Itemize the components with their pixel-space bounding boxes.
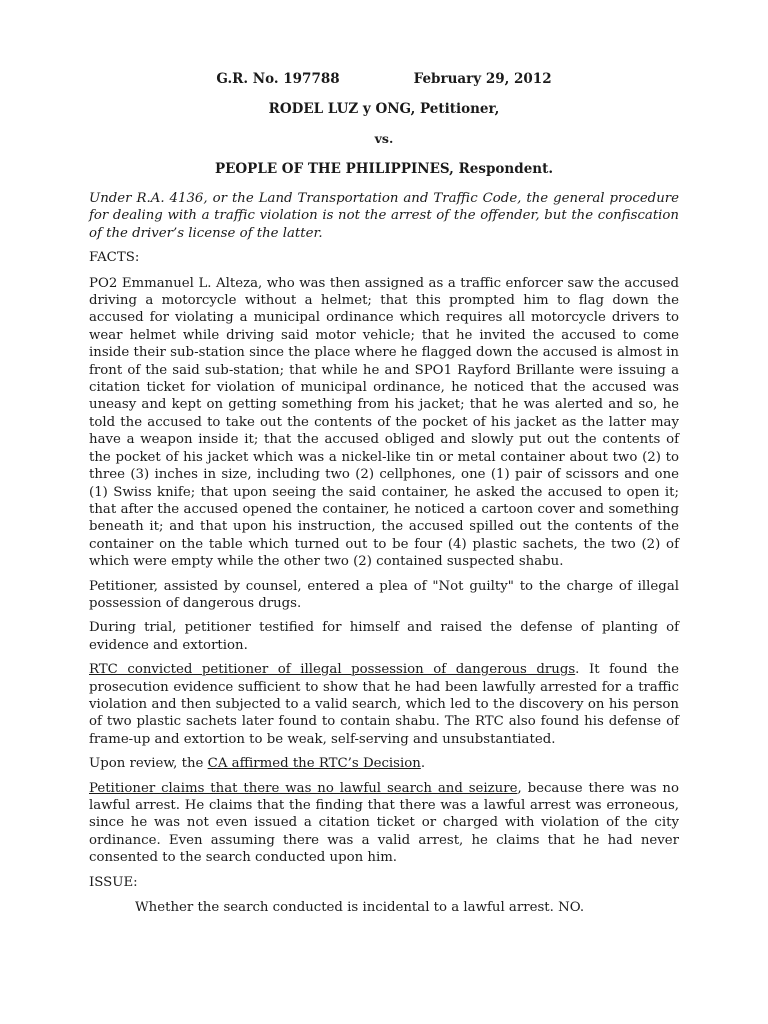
- facts-paragraph-3: During trial, petitioner testified for himself and raised the defense of planting of evidence and extortion.: [89, 620, 679, 653]
- petitioner-name: RODEL LUZ y ONG, Petitioner,: [268, 101, 500, 117]
- case-caption-line: [89, 70, 679, 88]
- petitioner-claim-underlined: Petitioner claims that there was no lawful search and seizure: [89, 780, 518, 796]
- ca-ruling-underlined: CA affirmed the RTC’s Decision: [207, 756, 421, 772]
- ca-review-lead: Upon review, the: [89, 756, 208, 772]
- rtc-ruling-text: . It found the prosecution evidence sufficient to show that he had been lawfully arrested for a traffic violation and then subjected to a valid search, which led to the discovery on his person of two plastic sachets later found to contain shabu. The RTC also found his defense of frame-up and extortion to be weak, self-serving and unsubstantiated.: [89, 662, 679, 747]
- issue-statement: Whether the search conducted is incidental to a lawful arrest. NO.: [135, 900, 585, 916]
- facts-paragraph-1: PO2 Emmanuel L. Alteza, who was then assigned as a traffic enforcer saw the accused driving a motorcycle without a helmet; that this prompted him to flag down the accused for violating a municipal ordinance which requires all motorcycle drivers to wear helmet while driving said motor vehicle; that he invited the accused to come inside their sub-station since the place where he flagged down the accused is almost in front of the said sub-station; that while he and SPO1 Rayford Brillante were issuing a citation ticket for violation of municipal ordinance, he noticed that the accused was uneasy and kept on getting something from his jacket; that he was alerted and so, he told the accused to take out the contents of the pocket of his jacket as the latter may have a weapon inside it; that the accused obliged and slowly put out the contents of the pocket of his jacket which was a nickel-like tin or metal container about two (2) to three (3) inches in size, including two (2) cellphones, one (1) pair of scissors and one (1) Swiss knife; that upon seeing the said container, he asked the accused to open it; that after the accused opened the container, he noticed a cartoon cover and something beneath it; and that upon his instruction, the accused spilled out the contents of the container on the table which turned out to be four (4) plastic sachets, the two (2) of which were empty while the other two (2) contained suspected shabu.: [89, 275, 679, 570]
- ca-review-end: .: [420, 756, 426, 772]
- facts-paragraph-4: [89, 661, 679, 748]
- petitioner-claim-text: , because there was no lawful arrest. He claims that the finding that there was a lawful arrest was erroneous, since he was not even issued a citation ticket or charged with violation of the city ordinance. Even assuming there was a valid arrest, he claims that he had never consented to the search conducted upon him.: [89, 780, 679, 866]
- doctrine-intro: Under R.A. 4136, or the Land Transportation and Traffic Code, the general procedure for dealing with a traffic violation is not the arrest of the offender, but the confiscation of the driver’s license of the latter.: [89, 191, 679, 241]
- facts-paragraph-5: [89, 755, 679, 772]
- decision-date: February 29, 2012: [413, 71, 552, 87]
- rtc-ruling-underlined: RTC convicted petitioner of illegal possession of dangerous drugs: [89, 662, 576, 678]
- facts-heading: FACTS:: [89, 250, 140, 266]
- gr-number: G.R. No. 197788: [216, 71, 340, 87]
- respondent-name: PEOPLE OF THE PHILIPPINES, Respondent.: [214, 161, 554, 177]
- versus: vs.: [374, 131, 394, 146]
- facts-paragraph-6: [89, 780, 679, 867]
- facts-paragraph-2: Petitioner, assisted by counsel, entered a plea of "Not guilty" to the charge of illegal possession of dangerous drugs.: [89, 578, 679, 611]
- issue-heading: ISSUE:: [89, 874, 138, 890]
